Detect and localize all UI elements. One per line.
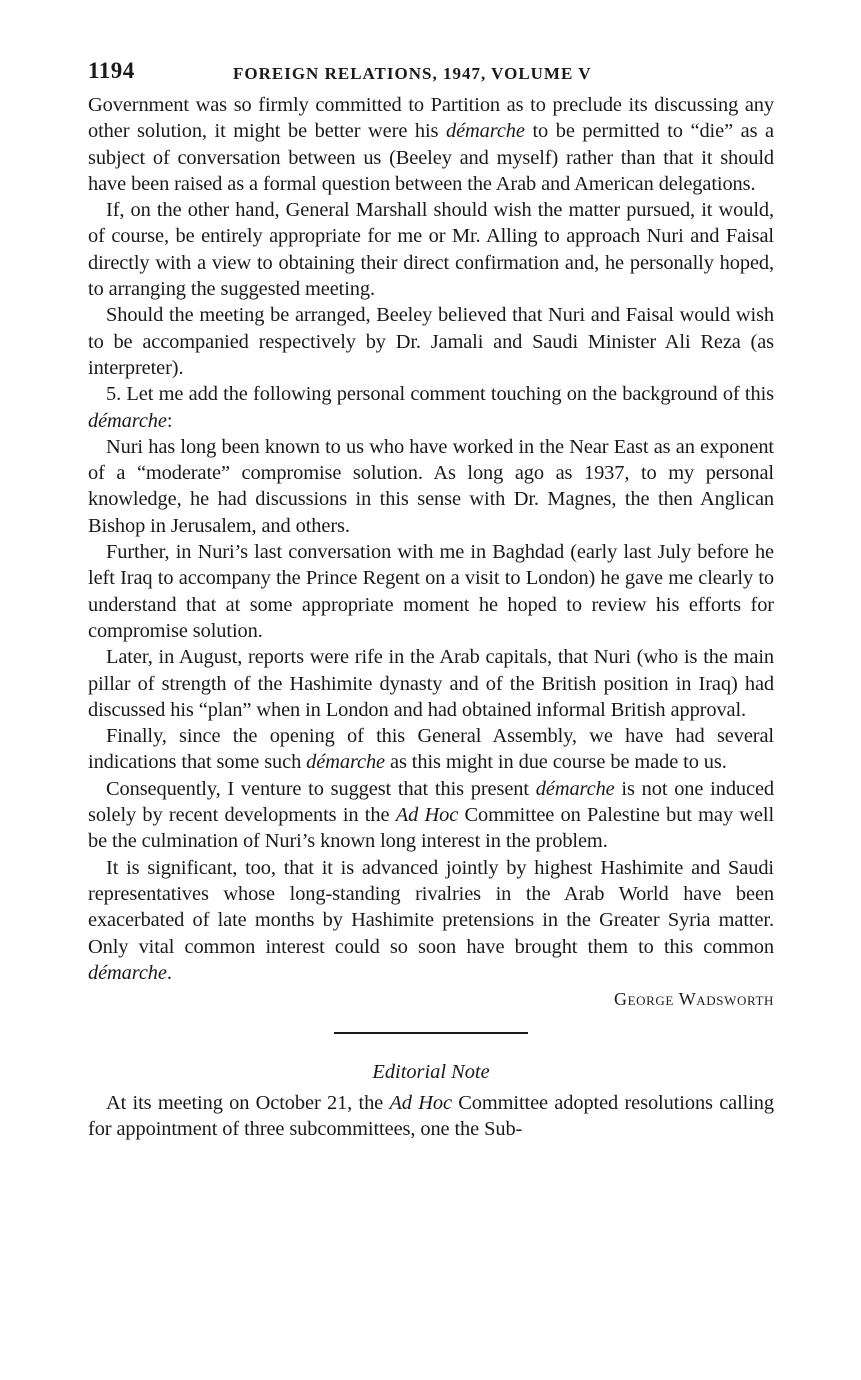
text-run: . [166,961,172,984]
text-run: Later, in August, reports were rife in the Arab capitals, that Nuri (who is the main pillar of strength of the Hashimite dynasty and of the British position in Iraq) had discussed his “plan” when in London and had obtained informal British approval. [88,646,774,721]
italic-term: démarche [535,777,615,800]
text-run: Committee on Palestine but may well be the culmination of Nuri’s known long interest in the problem. [88,804,775,853]
text-run: Further, in Nuri’s last conversation with me in Baghdad (early last July before he left Iraq to accompany the Prince Regent on a visit to London) he gave me clearly to understand that at some appropriate moment he hoped to review his efforts for compromise solution. [88,541,774,642]
running-title: FOREIGN RELATIONS, 1947, VOLUME V [233,64,592,83]
text-run: 5. Let me add the following personal comment touching on the background of this [106,383,774,406]
paragraph [88,723,774,776]
paragraph [88,92,774,197]
italic-term: démarche [306,751,386,774]
italic-term: Ad Hoc [395,804,459,827]
text-run: as this might in due course be made to us. [385,751,727,774]
editorial-note-title: Editorial Note [372,1061,490,1084]
editorial-note-body [88,1090,774,1143]
signature: George Wadsworth [614,989,774,1010]
paragraph [88,302,774,381]
italic-term: Ad Hoc [389,1092,452,1115]
paragraph [88,855,774,986]
text-run: is not one induced solely by recent developments in the [88,777,775,827]
page-number: 1194 [88,58,135,83]
paragraph [88,644,774,723]
italic-term: démarche [446,120,525,143]
section-divider [334,1032,528,1034]
document-page [88,58,774,1143]
text-run: Finally, since the opening of this General Assembly, we have had several indications that some such [88,725,774,774]
italic-term: démarche [88,961,167,984]
text-run: If, on the other hand, General Marshall should wish the matter pursued, it would, of course, be entirely appropriate for me or Mr. Alling to approach Nuri and Faisal directly with a view to obtaining their direct confirmation and, he personally hoped, to arranging the suggested meeting. [88,199,774,301]
paragraph [88,197,774,302]
running-header [88,58,774,92]
paragraph [88,539,774,644]
letter-body [88,92,774,986]
paragraph [88,381,774,434]
paragraph [88,1090,774,1143]
text-run: Committee adopted resolutions calling for appointment of three subcommittees, one the Sub- [88,1092,774,1141]
text-run: Consequently, I venture to suggest that this present [106,777,536,800]
text-run: to be permitted to “die” as a subject of conversation between us (Beeley and myself) rather than that it should have been raised as a formal question between the Arab and American delegations. [88,120,774,195]
paragraph [88,776,774,855]
text-run: It is significant, too, that it is advanced jointly by highest Hashimite and Saudi representatives whose long-standing rivalries in the Arab World have been exacerbated of late months by Hashimite pretensions in the Greater Syria matter. Only vital common interest could so soon have brought them to this common [88,856,774,958]
text-run: Nuri has long been known to us who have worked in the Near East as an exponent of a “moderate” compromise solution. As long ago as 1937, to my personal knowledge, he had discussions in this sense with Dr. Magnes, the then Anglican Bishop in Jerusalem, and others. [88,435,774,537]
paragraph [88,434,774,539]
text-run: : [166,409,173,432]
text-run: At its meeting on October 21, the [106,1092,390,1115]
text-run: Should the meeting be arranged, Beeley believed that Nuri and Faisal would wish to be accompanied respectively by Dr. Jamali and Saudi Minister Ali Reza (as interpreter). [88,304,774,379]
text-run: Government was so firmly committed to Partition as to preclude its discussing any other solution, it might be better were his [88,94,774,143]
italic-term: démarche [88,409,167,432]
